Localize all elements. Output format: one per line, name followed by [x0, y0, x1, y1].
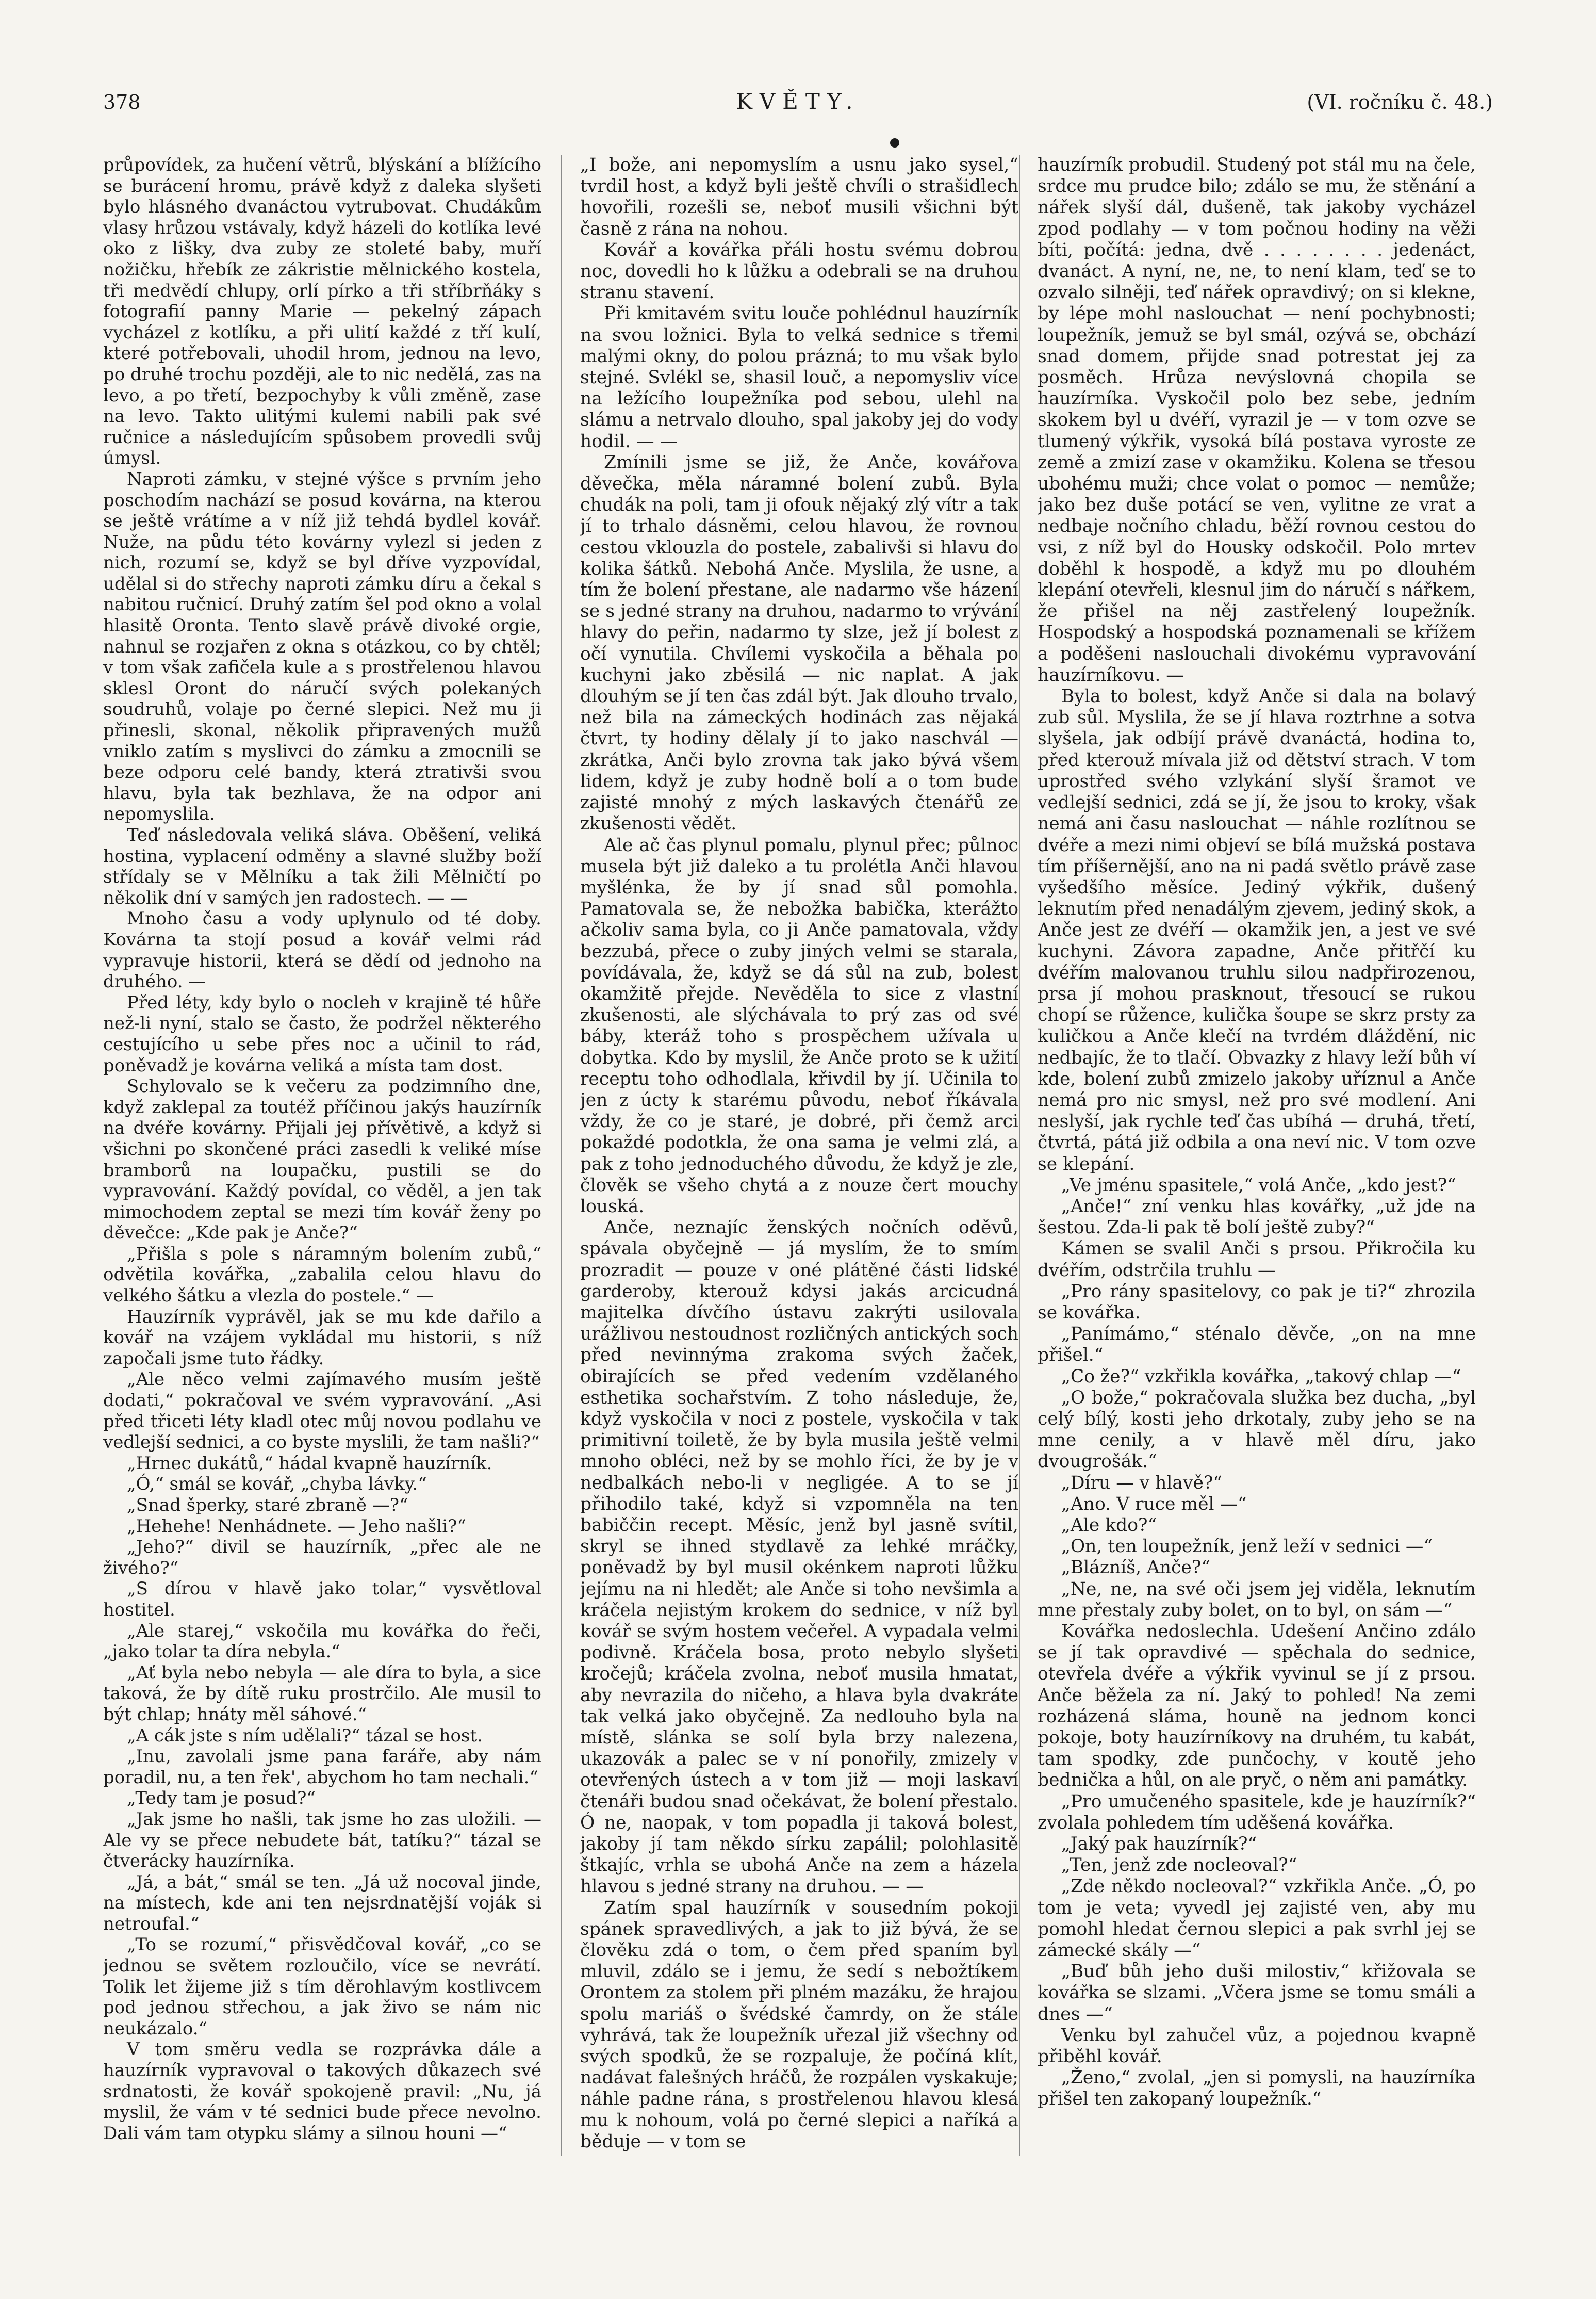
paragraph: „Ale něco velmi zajímavého musím ještě dodati,“ pokračoval ve svém vypravování. „Asi před třiceti léty kladl otec můj novou podlahu ve vedlejší sednici, a co byste myslili, že tam našli?“: [103, 1369, 541, 1453]
paragraph: „Přišla s pole s náramným bolením zubů,“ odvětila kovářka, „zabalila celou hlavu do velkého šátku a vlezla do postele.“ —: [103, 1243, 541, 1307]
paragraph: „Ať byla nebo nebyla — ale díra to byla, a sice taková, že by dítě ruku prostrčilo. Ale musil to být chlap; hnáty měl sáhové.“: [103, 1662, 541, 1725]
paragraph: „Snad šperky, staré zbraně —?“: [127, 1495, 408, 1515]
paragraph: „Jaký pak hauzírník?“: [1061, 1834, 1257, 1855]
paragraph: „Blázníš, Anče?“: [1061, 1557, 1210, 1578]
paragraph: hauzírník probudil. Studený pot stál mu na čele, srdce mu prudce bilo; zdálo se mu, že stěnání a nářek slyší dál, dušeně, tak jakoby vycházel zpod podlahy — v tom počnou hodiny na věži bíti, počítá: jedna, dvě . . . . . . . . jedenáct, dvanáct. A nyní, ne, ne, to není klam, teď se to ozvalo silněji, teď nářek opravdivý; on si klekne, by lépe mohl naslouchat — není pochybnosti; loupežník, jemuž se byl smál, ozývá se, obchází snad domem, přijde snad potrestat jej za posměch. Hrůza nevýslovná chopila se hauzírníka. Vyskočil polo bez sebe, jedním skokem byl u dvéří, vyrazil je — v tom ozve se tlumený výkřik, vysoká bílá postava vyroste ze země a zmizí zase v okamžiku. Kolena se třesou ubohému muži; chce volat o pomoc — nemůže; jako bez duše potácí se ven, vylitne ze vrat a nedbaje nočního chladu, běží rovnou cestou do vsi, z níž byl do Housky odskočil. Polo mrtev doběhl k hospodě, a když mu po dlouhém klepání otevřeli, klesnul jim do náručí s nářkem, že přišel na něj zastřelený loupežník. Hospodský a hospodská poznamenali se křížem a poděšeni naslouchali divokému vypravování hauzírníkovu. —: [1038, 155, 1476, 686]
paragraph: Při kmitavém svitu louče pohlédnul hauzírník na svou ložnici. Byla to velká sednice s třemi malými okny, do polou prázná; to mu však bylo stejné. Svlékl se, shasil louč, a nepomysliv více na ležícího loupežníka pod sebou, ulehl na slámu a netrvalo dlouho, spal jakoby jej do vody hodil. — —: [580, 303, 1018, 452]
ornament-dot: [890, 138, 899, 148]
paragraph: Kovář a kovářka přáli hostu svému dobrou noc, dovedli ho k lůžku a odebrali se na druhou stranu stavení.: [580, 239, 1018, 303]
paragraph: Naproti zámku, v stejné výšce s prvním jeho poschodím nachází se posud kovárna, na kterou se ještě vrátíme a v níž již tehdá bydlel kovář. Nuže, na půdu této kovárny vylezl si jeden z nich, rozumí se, když se byl dříve vyzpovídal, udělal si do střechy naproti zámku díru a čekal s nabitou ručnicí. Druhý zatím šel pod okno a volal hlasitě Oronta. Tento slavě právě divoké orgie, nahnul se rozjařen z okna s otázkou, co by chtěl; v tom však zafičela kule a s prostřelenou hlavou sklesl Oront do náručí svých polekaných soudruhů, volaje po černé slepici. Než mu ji přinesli, skonal, několik připravených mužů vniklo zatím s myslivci do zámku a zmocnili se beze odporu celé bandy, která ztrativši svou hlavu, byla tak bezhlava, že na odpor ani nepomyslila.: [103, 468, 541, 825]
paragraph: „Zde někdo nocleoval?“ vzkřikla Anče. „Ó, po tom je veta; vyvedl jej zajisté ven, aby mu pomohl hledat černou slepici a pak svrhl jej se zámecké skály —“: [1038, 1876, 1476, 1961]
paragraph: V tom směru vedla se rozprávka dále a hauzírník vypravoval o takových důkazech své srdnatosti, že kovář spokojeně pravil: „Nu, já myslil, že vám v té sednici bude přece nevolno. Dali vám tam otypku slámy a silnou houni —“: [103, 2039, 541, 2144]
paragraph: „Buď bůh jeho duši milostiv,“ křižovala se kovářka se slzami. „Včera jsme se tomu smáli a dnes —“: [1038, 1961, 1476, 2025]
periodical-title: KVĚTY.: [736, 89, 860, 114]
text-column-2: [580, 155, 1018, 2161]
paragraph: „Jeho?“ divil se hauzírník, „přec ale ne živého?“: [103, 1537, 541, 1578]
paragraph: „Tedy tam je posud?“: [127, 1788, 316, 1809]
paragraph: Před léty, kdy bylo o nocleh v krajině té hůře než-li nyní, stalo se často, že podržel některého cestujícího u sebe přes noc a učinil to rád, poněvadž je kovárna veliká a místa tam dost.: [103, 992, 541, 1076]
column-divider: [1019, 155, 1020, 2156]
paragraph: Byla to bolest, když Anče si dala na bolavý zub sůl. Myslila, že se jí hlava roztrhne a sotva slyšela, jak odbíjí právě dvanáctá, hodina to, před kterouž mívala již od dětství strach. V tom uprostřed svého vzlykání slyší šramot ve vedlejší sednici, zdá se jí, že jsou to kroky, však nemá ani času naslouchat — náhle rozlítnou se dvéře a mezi nimi objeví se bílá mužská postava tím příšernější, ano na ni padá světlo právě zase vyšedšího měsíce. Jediný výkřik, dušený leknutím před nenadálým zjevem, jediný skok, a Anče jest ze dvéří — okamžik jen, a jest ve své kuchyni. Závora zapadne, Anče přitřčí ku dvéřím malovanou truhlu silou nadpřirozenou, prsa jí mohou prasknout, třesoucí se rukou chopí se růžence, kulička šoupe se skrz prsty za kuličkou a Anče klečí na tvrdém dláždění, nic nedbajíc, že to tlačí. Obvazky z hlavy leží bůh ví kde, bolení zubů zmizelo jakoby uříznul a Anče nemá pro nic smysl, než pro své modlení. Ani neslyší, jak rychle teď čas ubíhá — druhá, třetí, čtvrtá, pátá již odbila a ona neví nic. V tom ozve se klepání.: [1038, 686, 1476, 1175]
paragraph: Zmínili jsme se již, že Anče, kovářova děvečka, měla náramné bolení zubů. Byla chudák na poli, tam ji ofouk nějaký zlý vítr a tak jí to trhalo dásněmi, celou hlavou, že rovnou cestou vklouzla do postele, zabalivši si hlavu do kolika šátků. Nebohá Anče. Myslila, že usne, a tím že bolení přestane, ale nadarmo vše házení se s jedné strany na druhou, nadarmo to vrývání hlavy do peřin, nadarmo ty slze, jež jí bolest z očí vynutila. Chvílemi vyskočila a běhala po kuchyni jako zběsilá — nic naplat. A jak dlouhým se jí ten čas zdál být. Jak dlouho trvalo, než bila na zámeckých hodinách zas nějaká čtvrt, ty hodiny dělaly jí to jako naschvál — zkrátka, Anči bylo zrovna tak jako bývá všem lidem, když je zuby hodně bolí a o tom bude zajisté mnohý z mých laskavých čtenářů ze zkušenosti vědět.: [580, 452, 1018, 835]
paragraph: „Pro rány spasitelovy, co pak je ti?“ zhrozila se kovářka.: [1038, 1281, 1476, 1323]
paragraph: „Ano. V ruce měl —“: [1061, 1493, 1247, 1514]
paragraph: „Jak jsme ho našli, tak jsme ho zas uložili. — Ale vy se přece nebudete bát, tatíku?“ tázal se čtverácky hauzírníka.: [103, 1808, 541, 1872]
paragraph: Ale ač čas plynul pomalu, plynul přec; půlnoc musela být již daleko a tu prolétla Anči hlavou myšlénka, že by jí snad sůl pomohla. Pamatovala se, že nebožka babička, kterážto ačkoliv sama byla, co ji Anče pamatovala, vždy bezzubá, přece o zuby jiných velmi se starala, povídávala, že, když se dá sůl na zub, bolest okamžitě přejde. Nevěděla to sice z vlastní zkušenosti, ale slýchávala to prý zas od své báby, kteráž toho s prospěchem užívala u dobytka. Kdo by myslil, že Anče proto se k užití receptu toho odhodlala, křivdil by jí. Učinila to jen z úcty k starému původu, neboť říkávala vždy, že co je staré, je dobré, při čemž arci pokaždé podotkla, že ona sama je velmi zlá, a pak z toho jednoduchého důvodu, že když je zle, člověk se všeho chytá a z nouze čert mouchy louská.: [580, 835, 1018, 1217]
paragraph: Schylovalo se k večeru za podzimního dne, když zaklepal za toutéž příčinou jakýs hauzírník na dvéře kovárny. Přijali jej přívětivě, a když si všichni po skončené práci zasedli k veliké míse bramborů na loupačku, pustili se do vypravování. Každý povídal, co věděl, a jen tak mimochodem zeptal se mezi tím kovář ženy po děvečce: „Kde pak je Anče?“: [103, 1076, 541, 1244]
paragraph: „Co že?“ vzkřikla kovářka, „takový chlap —“: [1061, 1366, 1461, 1387]
page-number: 378: [103, 91, 141, 113]
paragraph: Anče, neznajíc ženských nočních oděvů, spávala obyčejně — já myslím, že to smím prozradit — pouze v oné plátěné části lidské garderoby, kterouž kdysi jakás arcicudná majitelka dívčího ústavu zakrýti usilovala urážlivou nestoudnost rozličných antických soch před nevinnýma zrakoma svých žaček, obirajících se před vedením vzdělaného esthetika sochařstvím. Z toho následuje, že, když vyskočila v noci z postele, vyskočila v tak primitivní toiletě, že by byla musila ještě velmi mnoho obléci, než by se mohlo říci, že by je v nedbalkách nebo-li v negligée. A to se jí přihodilo také, když si vzpomněla na ten babiččin recept. Měsíc, jenž byl jasně svítil, skryl se ihned stydlavě za lehké mráčky, poněvadž by byl musil okénkem naproti lůžku jejímu na ni hledět; ale Anče si toho nevšimla a kráčela nejistým krokem do sednice, v níž byl kovář se svým hostem večeřel. A vypadala velmi podivně. Kráčela bosa, proto nebylo slyšeti kročejů; kráčela zvolna, neboť musila hmatat, aby nevrazila do ničeho, a hlava byla dvakráte tak velká jako obyčejně. Za nedlouho byla na místě, slánka se solí byla brzy nalezena, ukazovák a palec se v ní ponořily, zmizely v otevřených ústech a v tom již — moji laskaví čtenáři budou snad očekávat, že bolení přestalo. Ó ne, naopak, v tom popadla ji taková bolest, jakoby jí tam někdo sírku zapálil; polohlasitě štkajíc, vrhla se ubohá Anče na zem a házela hlavou s jedné strany na druhou. — —: [580, 1217, 1018, 1897]
volume-issue: (VI. ročníku č. 48.): [1307, 91, 1493, 113]
paragraph: „Ó,“ smál se kovář, „chyba lávky.“: [127, 1474, 427, 1495]
paragraph: průpovídek, za hučení větrů, blýskání a blížícího se burácení hromu, právě když z daleka slyšeti bylo hlásného dvanáctou vytrubovat. Chudákům vlasy hrůzou vstávaly, když házeli do kotlíka levé oko z lišky, dva zuby ze stoleté baby, muří nožičku, hřebík ze zákristie mělnického kostela, tři medvědí chlupy, orlí pírko a tři stříbrňáky s fotografií panny Marie — pekelný zápach vycházel z kotlíku, a při ulití každé z tří kulí, které potřebovali, uhodil hrom, jednou na levo, po druhé trochu později, ale to nic nedělá, zas na levo, a po třetí, bezpochyby k vůli změně, zase na levo. Takto ulitými kulemi nabili pak své ručnice a následujícím spůsobem provedli svůj úmysl.: [103, 155, 541, 469]
paragraph: „Ne, ne, na své oči jsem jej viděla, leknutím mne přestaly zuby bolet, on to byl, on sám —“: [1038, 1578, 1476, 1621]
paragraph: „A cák jste s ním udělali?“ tázal se host.: [127, 1725, 483, 1746]
paragraph: Venku byl zahučel vůz, a pojednou kvapně přiběhl kovář.: [1038, 2025, 1476, 2067]
paragraph: „On, ten loupežník, jenž leží v sednici —“: [1061, 1536, 1433, 1557]
paragraph: „To se rozumí,“ přisvědčoval kovář, „co se jednou se světem rozloučilo, více se nevrátí. Tolik let žijeme již s tím děrohlavým kostlivcem pod jednou střechou, a jak živo se nám nic neukázalo.“: [103, 1934, 541, 2039]
paragraph: Mnoho času a vody uplynulo od té doby. Kovárna ta stojí posud a kovář velmi rád vypravuje historii, která se dědí od jednoho na druhého. —: [103, 908, 541, 992]
paragraph: „Hrnec dukátů,“ hádal kvapně hauzírník.: [127, 1453, 492, 1474]
paragraph: „Hehehe! Nenhádnete. — Jeho našli?“: [127, 1515, 466, 1537]
paragraph: „Ve jménu spasitele,“ volá Anče, „kdo jest?“: [1061, 1175, 1456, 1196]
text-column-3: [1038, 155, 1476, 2161]
paragraph: „Anče!“ zní venku hlas kovářky, „už jde na šestou. Zda-li pak tě bolí ještě zuby?“: [1038, 1196, 1476, 1238]
paragraph: „S dírou v hlavě jako tolar,“ vysvětloval hostitel.: [103, 1578, 541, 1620]
paragraph: Kovářka nedoslechla. Udešení Ančino zdálo se jí tak opravdivé — spěchala do sednice, otevřela dvéře a výkřik vyvinul se jí z prsou. Anče běžela za ní. Jaký to pohled! Na zemi rozházená sláma, houně na jednom konci pokoje, boty hauzírníkovy na druhém, tu kabát, tam spodky, zde punčochy, v koutě jeho bednička a hůl, on ale pryč, o něm ani památky.: [1038, 1621, 1476, 1791]
paragraph: „Ale kdo?“: [1061, 1515, 1157, 1536]
paragraph: Hauzírník vyprávěl, jak se mu kde dařilo a kovář na vzájem vykládal mu historii, s níž započali jsme tuto řádky.: [103, 1306, 541, 1369]
paragraph: „I bože, ani nepomyslím a usnu jako sysel,“ tvrdil host, a když byli ještě chvíli o strašidlech hovořili, rozešli se, neboť musili všichni být časně z rána na nohou.: [580, 155, 1018, 239]
text-column-1: [103, 155, 541, 2161]
page-header: [103, 91, 1493, 127]
paragraph: Zatím spal hauzírník v sousedním pokoji spánek spravedlivých, a jak to již bývá, že se člověku zdá o tom, o čem před spaním byl mluvil, zdálo se i jemu, že sedí s nebožtíkem Orontem za stolem při plném mazáku, že hrajou spolu mariáš o švédské čamrdy, on že stále vyhrává, tak že loupežník uřezal již všechny od svých spodků, že se rozpaluje, že počíná klít, nadávat falešných hráčů, že rozpálen vyskakuje; náhle padne rána, s prostřelenou hlavou klesá mu k nohoum, volá po černé slepici a naříká a běduje — v tom se: [580, 1897, 1018, 2152]
column-divider: [561, 155, 562, 2156]
paragraph: „Díru — v hlavě?“: [1061, 1472, 1223, 1493]
paragraph: „Ženo,“ zvolal, „jen si pomysli, na hauzírníka přišel ten zakopaný loupežník.“: [1038, 2067, 1476, 2110]
paragraph: „Já, a bát,“ smál se ten. „Já už nocoval jinde, na místech, kde ani ten nejsrdnatější voják si netroufal.“: [103, 1871, 541, 1934]
paragraph: Kámen se svalil Anči s prsou. Přikročila ku dvéřím, odstrčila truhlu —: [1038, 1238, 1476, 1281]
paragraph: „Ten, jenž zde nocleoval?“: [1061, 1855, 1297, 1876]
paragraph: „Panímámo,“ sténalo děvče, „on na mne přišel.“: [1038, 1324, 1476, 1366]
paragraph: „Inu, zavolali jsme pana faráře, aby nám poradil, nu, a ten řek', abychom ho tam nechali.“: [103, 1746, 541, 1788]
paragraph: „O bože,“ pokračovala služka bez ducha, „byl celý bílý, kosti jeho drkotaly, zuby jeho se na mne cenily, a v hlavě měl díru, jako dvougrošák.“: [1038, 1387, 1476, 1472]
paragraph: Teď následovala veliká sláva. Oběšení, veliká hostina, vyplacení odměny a slavné služby boží střídaly se v Mělníku a tak žili Mělničtí po několik dní v samých jen radostech. — —: [103, 825, 541, 908]
paragraph: „Ale starej,“ vskočila mu kovářka do řeči, „jako tolar ta díra nebyla.“: [103, 1620, 541, 1662]
paragraph: „Pro umučeného spasitele, kde je hauzírník?“ zvolala pohledem tím uděšená kovářka.: [1038, 1791, 1476, 1833]
